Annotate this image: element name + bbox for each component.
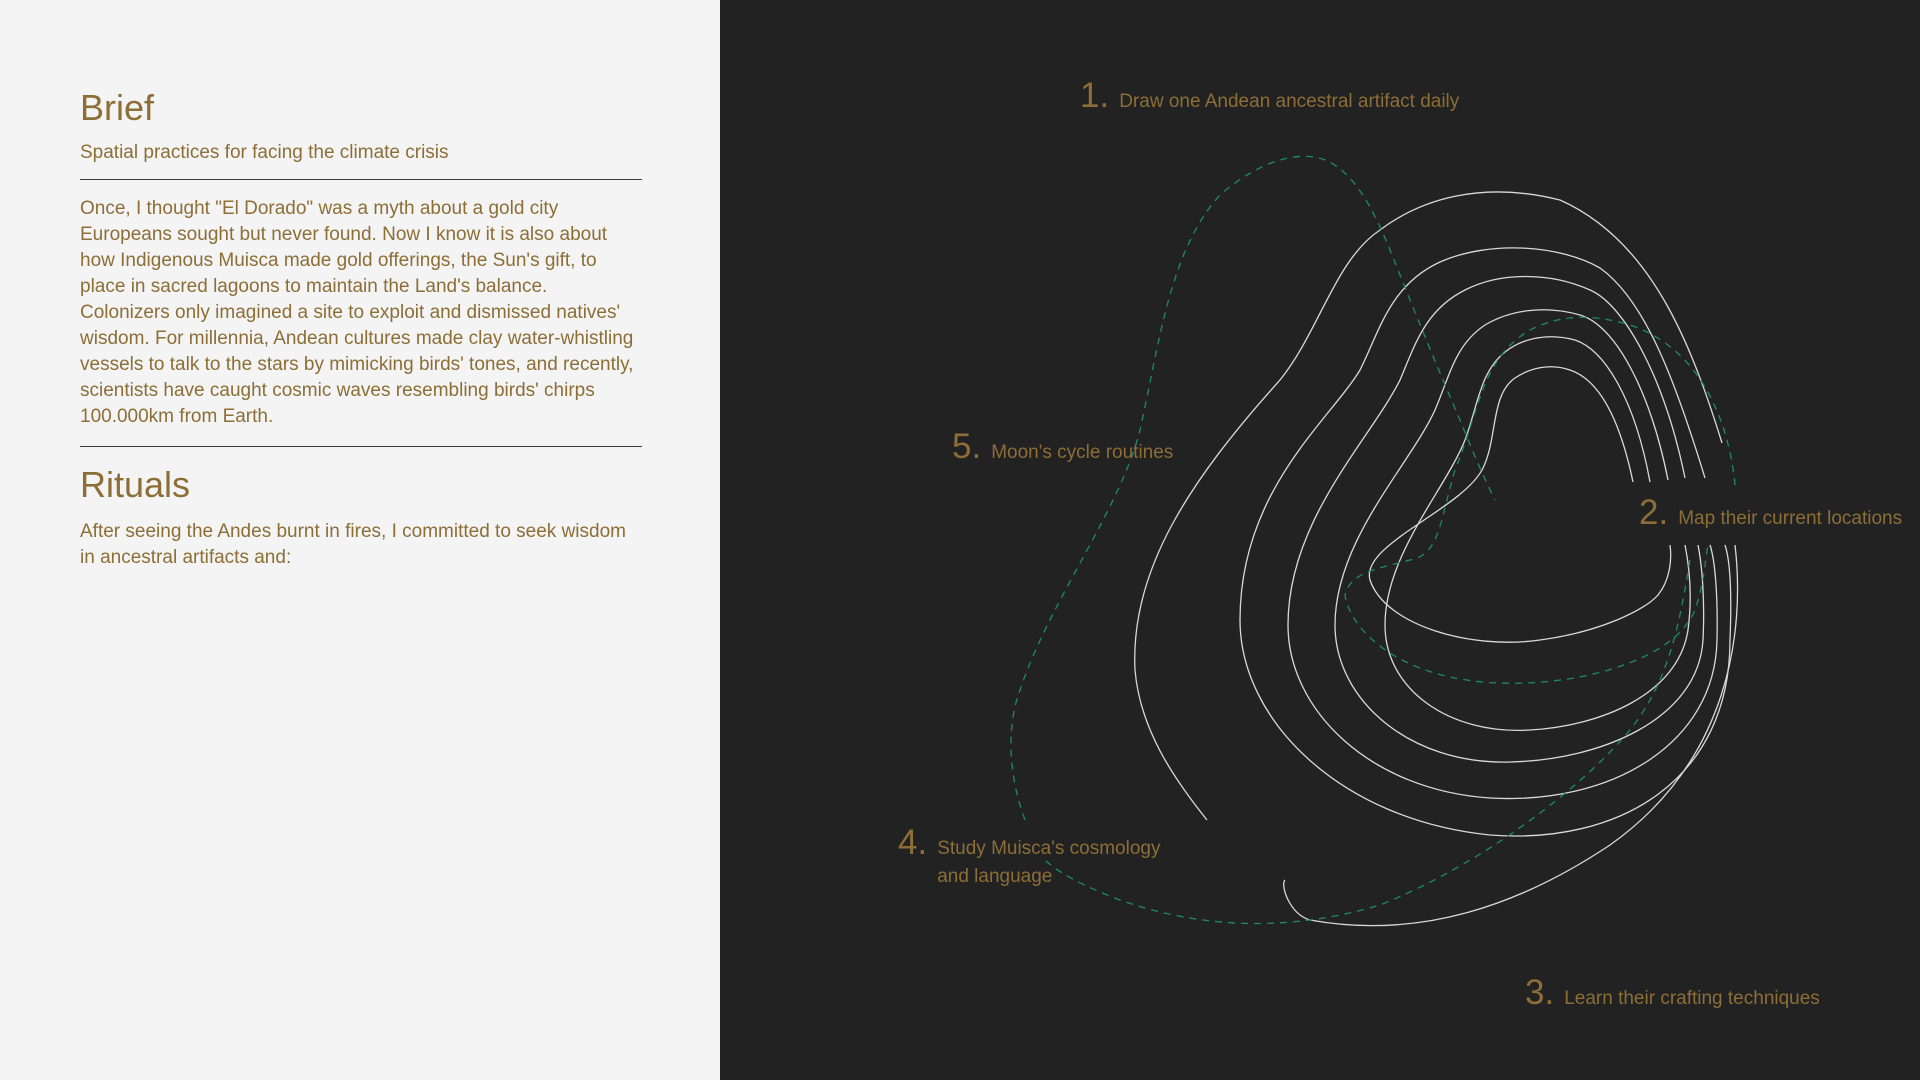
step-4-number: 4. <box>898 823 928 862</box>
contour-line-2 <box>1240 248 1731 836</box>
divider-bottom <box>80 446 642 447</box>
divider-top <box>80 179 642 180</box>
step-3-text: Learn their crafting techniques <box>1564 988 1820 1009</box>
step-5-text: Moon's cycle routines <box>991 442 1174 463</box>
ritual-map-panel <box>720 0 1920 1080</box>
step-4 <box>898 824 1187 891</box>
contour-line-4 <box>1335 310 1704 762</box>
brief-subtitle: Spatial practices for facing the climate crisis <box>80 142 449 163</box>
step-4-text: Study Muisca's cosmology and language <box>937 838 1161 887</box>
contour-illustration <box>720 0 1920 1080</box>
text-panel <box>0 0 720 1080</box>
step-3-number: 3. <box>1525 973 1555 1012</box>
step-5 <box>952 428 1173 467</box>
step-2-text: Map their current locations <box>1678 508 1903 529</box>
brief-title: Brief <box>80 87 155 128</box>
dashed-path <box>1011 156 1735 923</box>
step-2 <box>1639 494 1902 533</box>
contour-line-inner <box>1369 367 1670 642</box>
step-1 <box>1080 77 1459 116</box>
rituals-title: Rituals <box>80 464 191 505</box>
step-5-number: 5. <box>952 427 982 466</box>
brief-body: Once, I thought "El Dorado" was a myth about a gold city Europeans sought but never found. Now I know it is also about how Indigenous Muisca made gold offerings, the Sun's gift, to place in sacred lagoons to maintain the Land's balance. Colonizers only imagined a site to exploit and dismissed natives' wisdom. For millennia, Andean cultures made clay water-whistling vessels to talk to the stars by mimicking birds' tones, and recently, scientists have caught cosmic waves resembling birds' chirps 100.000km from Earth. <box>80 198 634 427</box>
contour-line-outer-tail <box>1284 545 1738 926</box>
step-2-number: 2. <box>1639 493 1669 532</box>
step-3 <box>1525 974 1820 1013</box>
rituals-intro: After seeing the Andes burnt in fires, I committed to seek wisdom in ancestral artifacts and: <box>80 521 626 568</box>
contour-lines <box>1135 192 1738 926</box>
step-1-number: 1. <box>1080 76 1110 115</box>
step-1-text: Draw one Andean ancestral artifact daily <box>1119 91 1460 112</box>
